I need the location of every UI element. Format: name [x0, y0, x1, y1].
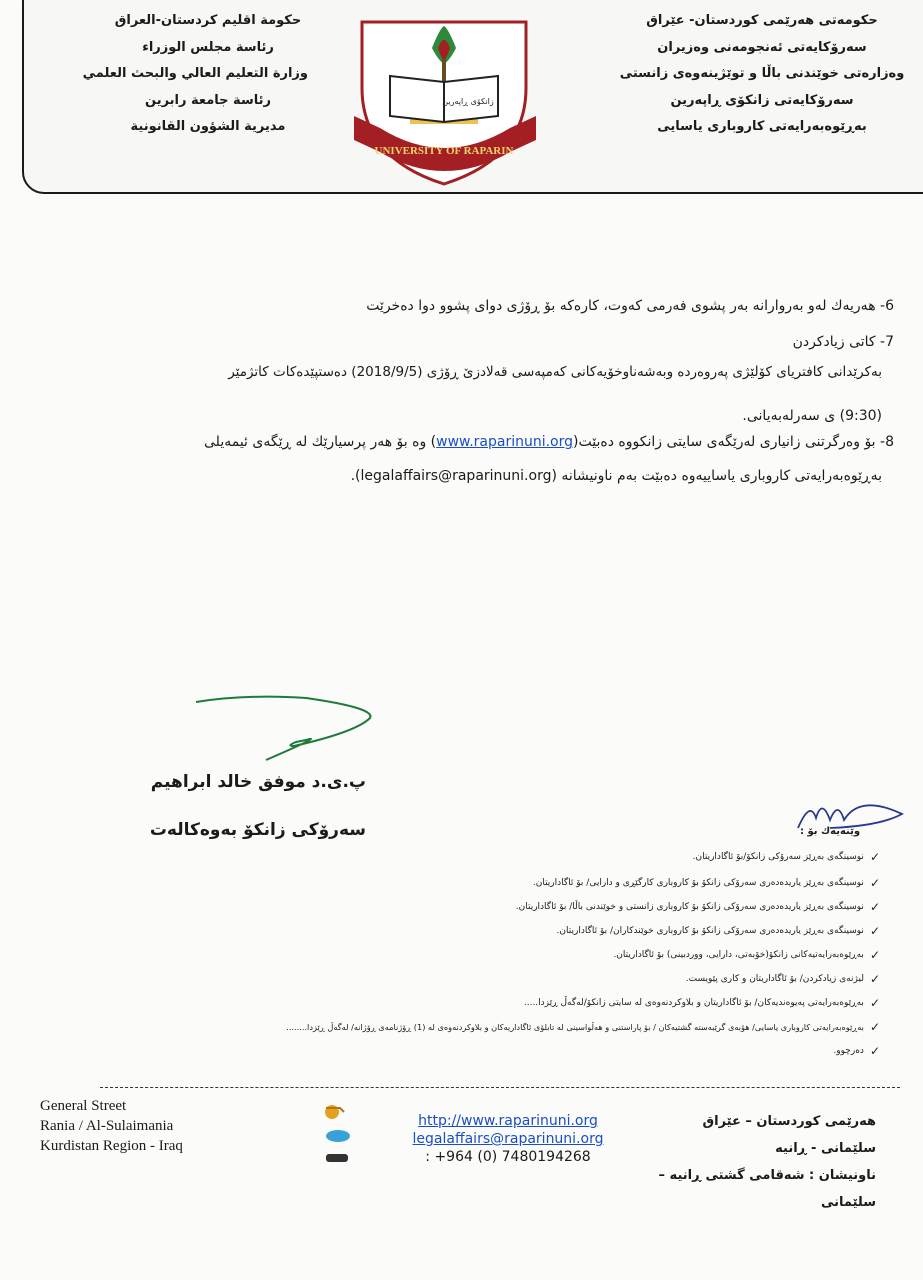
footer-email-link[interactable]: legalaffairs@raparinuni.org: [412, 1131, 604, 1147]
cc-item: [686, 972, 880, 986]
footer-english-address: [40, 1096, 183, 1156]
footer-kurdish-line: ناونیشان : شەقامی گشتی ڕانیە – سلێمانی: [658, 1168, 876, 1210]
cc-item: [516, 900, 880, 914]
cc-item-text: بەڕێوەبەرایەتی پەیوەندیەكان/ بۆ ئاگاداریتان و بلاوكردنەوەی لە سایتی زانكۆ/لەگەڵ ڕێزدا.....: [523, 998, 864, 1008]
cc-item-text: نوسینگەی بەڕێز یاریدەدەری سەرۆكی زانكۆ بۆ كاروباری كارگێڕی و دارایی/ بۆ ئاگاداریتان.: [532, 878, 864, 888]
checkmark-icon: ✓: [869, 876, 880, 890]
item-8: 8- بۆ وەرگرتنی زانیاری لەرێگەی سایتی زانكووە دەبێت(www.raparinuni.org) وە بۆ هەر پرسیارێك لە ڕێگەی ئیمەیلی: [204, 434, 894, 450]
university-logo: [350, 18, 540, 190]
item-8-text-1: 8- بۆ وەرگرتنی زانیاری لەرێگەی سایتی زانكووە دەبێت: [578, 434, 894, 450]
kurdish-header-line: سەرۆكایەتی زانكۆی ڕاپەرین: [670, 92, 854, 108]
checkmark-icon: ✓: [869, 948, 880, 962]
footer-english-line: General Street: [40, 1098, 127, 1114]
arabic-header-line: رئاسة مجلس الوزراء: [142, 39, 274, 55]
arabic-header-line: وزارة التعليم العالي والبحث العلمي: [82, 66, 308, 81]
cc-item: [613, 948, 880, 962]
arabic-header: [82, 8, 308, 141]
logo-banner-text: UNIVERSITY OF RAPARIN: [374, 145, 514, 157]
item-8-email-line: بەڕێوەبەرایەتی كاروباری یاساییەوە دەبێت بەم ناونیشانە (legalaffairs@raparinuni.org).: [350, 468, 882, 484]
signer-name: پ.ی.د موفق خالد ابراهیم: [150, 772, 366, 792]
cc-item: [557, 924, 880, 938]
cc-item: [524, 996, 880, 1010]
footer-website-link[interactable]: http://www.raparinuni.org: [418, 1113, 598, 1129]
item-8-text-2: وە بۆ هەر پرسیارێك لە ڕێگەی ئیمەیلی: [204, 434, 427, 450]
logo-book-text: زانكۆی ڕاپەرین: [442, 97, 494, 106]
footer-phone: : +964 (0) 7480194268: [425, 1149, 591, 1165]
cc-item-text: بەڕێوەبەرایەتی كاروباری یاسایی/ هۆبەی گرێبەستە گشتیەكان / بۆ پاراستنی و هەڵواسینی لە تابلۆی ئاگاداریەكان و بلاوكردنەوەی لە (1) ڕۆژنامەی ڕۆژانە/ لەگەڵ ڕێزدا........: [286, 1022, 864, 1032]
item-7-text: بەكرێدانی كافتریای كۆلێژی پەروەردە وبەشەناوخۆیەكانی كەمپەسی قەلادزێ ڕۆژی (2018/9/5) دەستپێدەكات كاتژمێر: [228, 364, 882, 380]
globe-icon: [325, 1105, 344, 1119]
checkmark-icon: ✓: [869, 1044, 880, 1058]
footer-kurdish-line: هەرێمی كوردستان – عێراق: [702, 1114, 876, 1129]
arabic-header-line: مديرية الشؤون القانونية: [130, 119, 286, 134]
kurdish-header-line: حكومەتی هەرێمی كوردستان- عێراق: [646, 13, 878, 28]
item-6: 6- هەریەك لەو بەروارانە بەر پشوی فەرمی كەوت، كارەكە بۆ ڕۆژی دوای پشوو دوا دەخرێت: [366, 298, 894, 314]
kurdish-header-line: بەڕێوەبەرایەتی كاروباری یاسایی: [657, 119, 867, 134]
kurdish-header-line: سەرۆكایەتی ئەنجومەنی وەزیران: [657, 39, 867, 55]
checkmark-icon: ✓: [869, 900, 880, 914]
cc-item: [286, 1020, 880, 1034]
cc-item-text: نوسینگەی بەڕێز سەرۆكی زانكۆ/بۆ ئاگاداریتان.: [692, 852, 864, 862]
signer-title: سەرۆكی زانكۆ بەوەكالەت: [149, 820, 366, 840]
footer-kurdish-line: سلێمانی - ڕانیە: [775, 1141, 876, 1156]
website-link[interactable]: www.raparinuni.org: [436, 434, 574, 450]
cc-item-text: نوسینگەی بەڕێز یاریدەدەری سەرۆكی زانكۆ بۆ كاروباری خوێندكاران/ بۆ ئاگاداریتان.: [556, 926, 864, 936]
kurdish-header: [612, 8, 912, 141]
cc-item-text: دەرچوو.: [833, 1046, 864, 1056]
checkmark-icon: ✓: [869, 850, 880, 864]
cc-item: [833, 1044, 880, 1058]
cc-item: [693, 850, 880, 864]
checkmark-icon: ✓: [869, 996, 880, 1010]
footer-contact-icons: [318, 1100, 378, 1170]
cc-item-text: نوسینگەی بەڕێز یاریدەدەری سەرۆكی زانكۆ بۆ كاروباری زانستی و خوێندنی باڵا/ بۆ ئاگاداریتان.: [515, 902, 864, 912]
cc-title: وێنەیەك بۆ :: [800, 826, 861, 837]
phone-icon: [326, 1154, 348, 1162]
kurdish-header-line: وەزارەتی خوێندنی باڵا و توێژینەوەی زانستی: [619, 66, 905, 81]
cc-item-text: لیژنەی زیادكردن/ بۆ ئاگاداریتان و كاری پێویست.: [685, 974, 864, 984]
footer-english-line: Rania / Al-Sulaimania: [40, 1118, 174, 1134]
arabic-header-line: حكومة اقليم كردستان-العراق: [114, 13, 302, 28]
arabic-header-line: رئاسة جامعة رابرين: [145, 92, 271, 108]
cc-item-text: بەڕێوەبەرایەتیەكانی زانكۆ(خۆبەتی، دارایی، ووردبینی) بۆ ئاگاداریتان.: [613, 950, 864, 960]
footer-english-line: Kurdistan Region - Iraq: [40, 1138, 183, 1154]
email-icon: [326, 1130, 350, 1142]
item-7-title: 7- كاتی زیادكردن: [792, 334, 894, 350]
checkmark-icon: ✓: [869, 924, 880, 938]
footer-kurdish-address: [640, 1108, 876, 1216]
handwritten-signature: [186, 688, 382, 762]
cc-item: [533, 876, 880, 890]
checkmark-icon: ✓: [869, 972, 880, 986]
footer-contact: [398, 1112, 618, 1166]
item-7-time: (9:30) ی سەرلەبەیانی.: [742, 408, 882, 424]
footer-divider: [100, 1087, 900, 1088]
checkmark-icon: ✓: [869, 1020, 880, 1034]
